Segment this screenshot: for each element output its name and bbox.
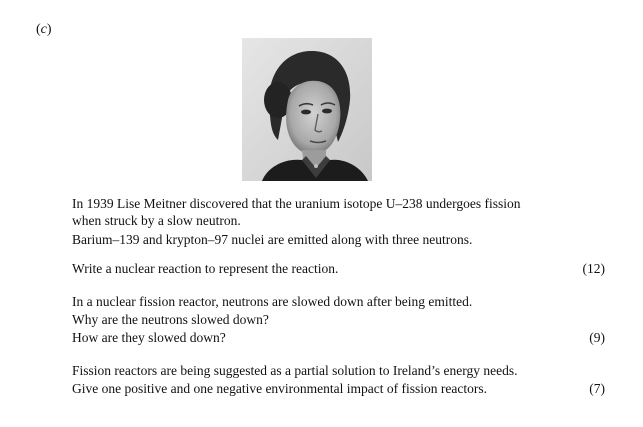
q3-line-2: Give one positive and one negative environmental impact of fission reactors. [72,381,487,396]
q3-line-1: Fission reactors are being suggested as a partial solution to Ireland’s energy needs. [72,363,518,378]
q1-marks: (12) [582,261,605,276]
intro-line-1: In 1939 Lise Meitner discovered that the uranium isotope U–238 undergoes fission [72,196,521,211]
question-part-label: (c) [36,22,52,37]
q2-line-3: How are they slowed down? [72,330,226,345]
intro-line-2: when struck by a slow neutron. [72,213,241,228]
q1-text: Write a nuclear reaction to represent the reaction. [72,261,339,276]
q3-marks: (7) [589,381,605,396]
portrait-photo [242,38,372,181]
q2-marks: (9) [589,330,605,345]
q2-line-2: Why are the neutrons slowed down? [72,312,269,327]
intro-line-3: Barium–139 and krypton–97 nuclei are emitted along with three neutrons. [72,232,473,247]
part-letter: c [40,22,47,37]
q2-line-1: In a nuclear fission reactor, neutrons are slowed down after being emitted. [72,294,473,309]
